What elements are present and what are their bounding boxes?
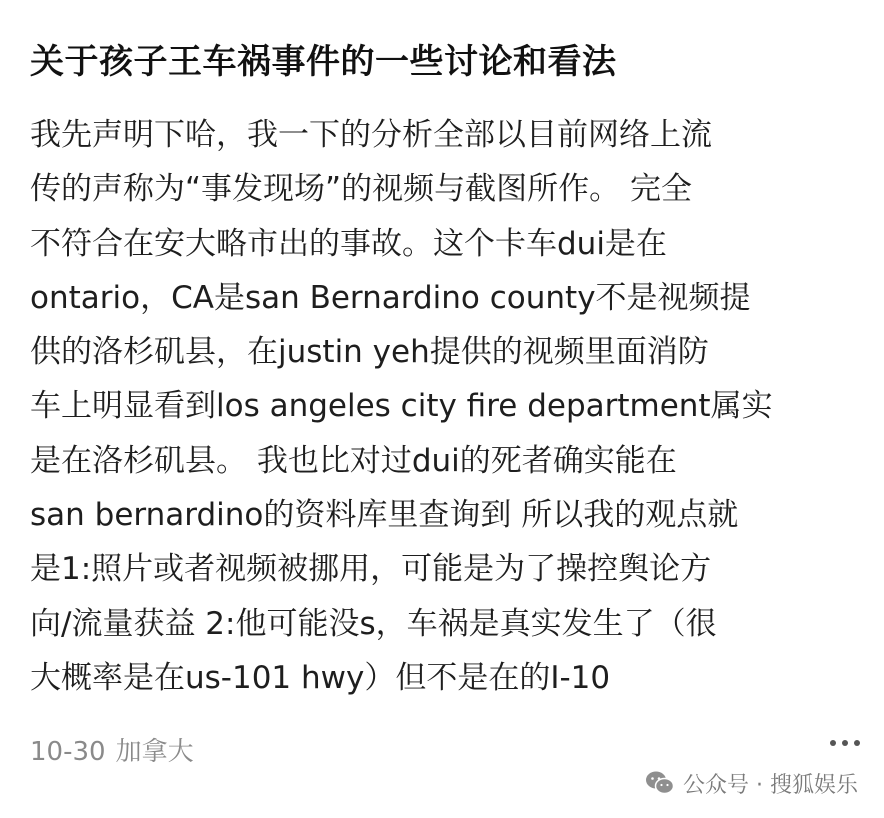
- more-dot: [842, 740, 848, 746]
- watermark-text: 公众号 · 搜狐娱乐: [683, 772, 858, 798]
- body-line: 传的声称为“事发现场”的视频与截图所作。 完全: [30, 171, 692, 208]
- body-line: 大概率是在us-101 hwy）但不是在的I-10: [30, 659, 611, 696]
- body-line: 向/流量获益 2:他可能没s，车祸是真实发生了（很: [30, 605, 717, 642]
- more-dots-icon: [830, 740, 836, 746]
- body-line: 是1:照片或者视频被挪用，可能是为了操控舆论方: [30, 551, 712, 588]
- post-location: 加拿大: [115, 737, 194, 767]
- wechat-icon: [645, 770, 675, 796]
- post-date: 10-30: [30, 737, 106, 767]
- body-line: 供的洛杉矶县，在justin yeh提供的视频里面消防: [30, 334, 709, 371]
- post-meta: [30, 732, 204, 772]
- body-line: 是在洛杉矶县。 我也比对过dui的死者确实能在: [30, 442, 677, 479]
- watermark: [645, 765, 858, 801]
- more-button[interactable]: [830, 740, 860, 746]
- body-line: san bernardino的资料库里查询到 所以我的观点就: [30, 497, 739, 534]
- post-body: [30, 108, 860, 705]
- body-line: 不符合在安大略市出的事故。这个卡车dui是在: [30, 225, 667, 262]
- body-line: 我先声明下哈，我一下的分析全部以目前网络上流: [30, 117, 712, 153]
- body-line: ontario，CA是san Bernardino county不是视频提: [30, 279, 751, 316]
- body-line: 车上明显看到los angeles city fire department属实: [30, 388, 773, 425]
- more-dot: [854, 740, 860, 746]
- post-title: 关于孩子王车祸事件的一些讨论和看法: [30, 42, 617, 82]
